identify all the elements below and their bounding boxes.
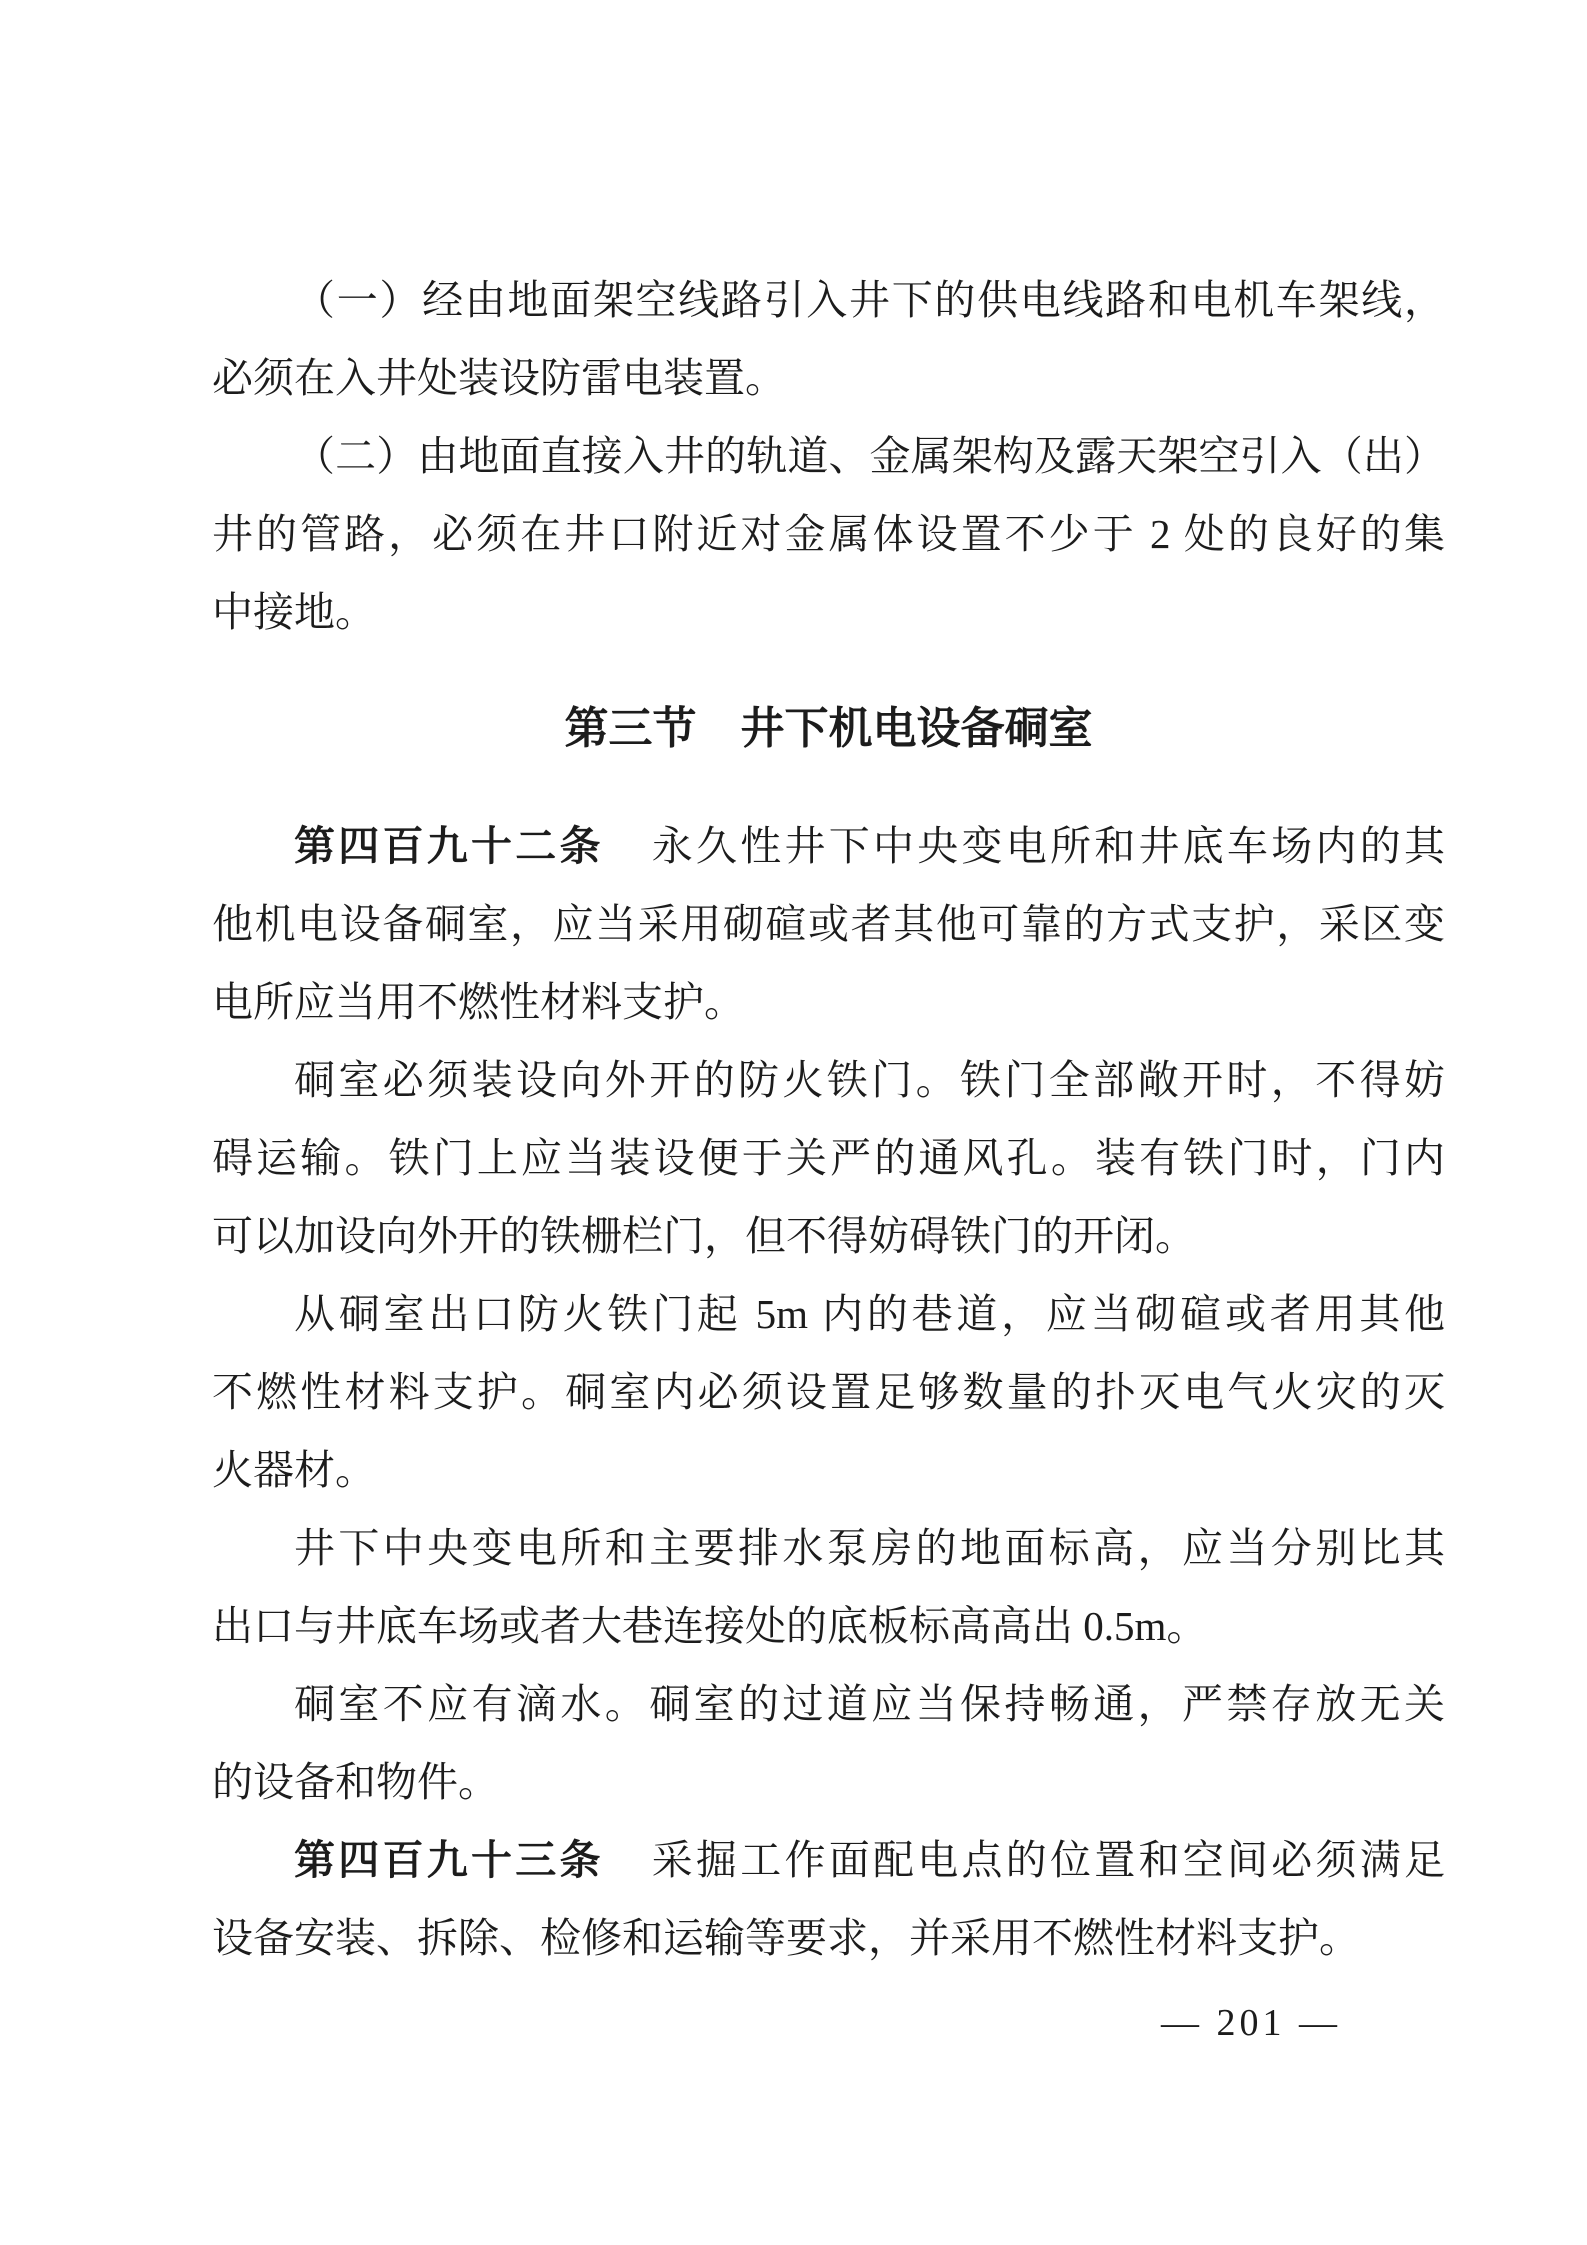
body-line: 电所应当用不燃性材料支护。: [212, 979, 745, 1025]
body-line: 硐室必须装设向外开的防火铁门。铁门全部敞开时，不得妨: [294, 1057, 1445, 1103]
page-number: — 201 —: [1161, 2002, 1341, 2044]
body-line: 火器材。: [212, 1447, 376, 1493]
body-line: 设备安装、拆除、检修和运输等要求，并采用不燃性材料支护。: [212, 1915, 1360, 1961]
body-line: 从硐室出口防火铁门起 5m 内的巷道，应当砌碹或者用其他: [294, 1291, 1445, 1337]
body-line: 出口与井底车场或者大巷连接处的底板标高高出 0.5m。: [212, 1603, 1208, 1649]
body-line: 的设备和物件。: [212, 1759, 499, 1805]
body-line: [212, 1821, 1445, 1899]
article-493-number: 第四百九十三条: [294, 1837, 604, 1883]
body-line: （一）经由地面架空线路引入井下的供电线路和电机车架线，: [294, 277, 1445, 323]
body-line: [212, 807, 1445, 885]
document-body: [212, 261, 1445, 1977]
body-line: 必须在入井处装设防雷电装置。: [212, 355, 786, 401]
body-line: 硐室不应有滴水。硐室的过道应当保持畅通，严禁存放无关: [294, 1681, 1445, 1727]
body-line: 不燃性材料支护。硐室内必须设置足够数量的扑灭电气火灾的灭: [212, 1369, 1445, 1415]
body-line: 中接地。: [212, 589, 376, 635]
body-line: 井的管路，必须在井口附近对金属体设置不少于 2 处的良好的集: [212, 511, 1445, 557]
article-492-number: 第四百九十二条: [294, 823, 604, 869]
body-line: 碍运输。铁门上应当装设便于关严的通风孔。装有铁门时，门内: [212, 1135, 1445, 1181]
body-line: 可以加设向外开的铁栅栏门，但不得妨碍铁门的开闭。: [212, 1213, 1196, 1259]
body-line: 井下中央变电所和主要排水泵房的地面标高，应当分别比其: [294, 1525, 1445, 1571]
section-3-heading: 第三节 井下机电设备硐室: [564, 704, 1093, 753]
article-493-text: 采掘工作面配电点的位置和空间必须满足: [651, 1837, 1445, 1883]
body-line: （二）由地面直接入井的轨道、金属架构及露天架空引入（出）: [294, 433, 1445, 479]
body-line: 他机电设备硐室，应当采用砌碹或者其他可靠的方式支护，采区变: [212, 901, 1445, 947]
article-492-text: 永久性井下中央变电所和井底车场内的其: [651, 823, 1445, 869]
